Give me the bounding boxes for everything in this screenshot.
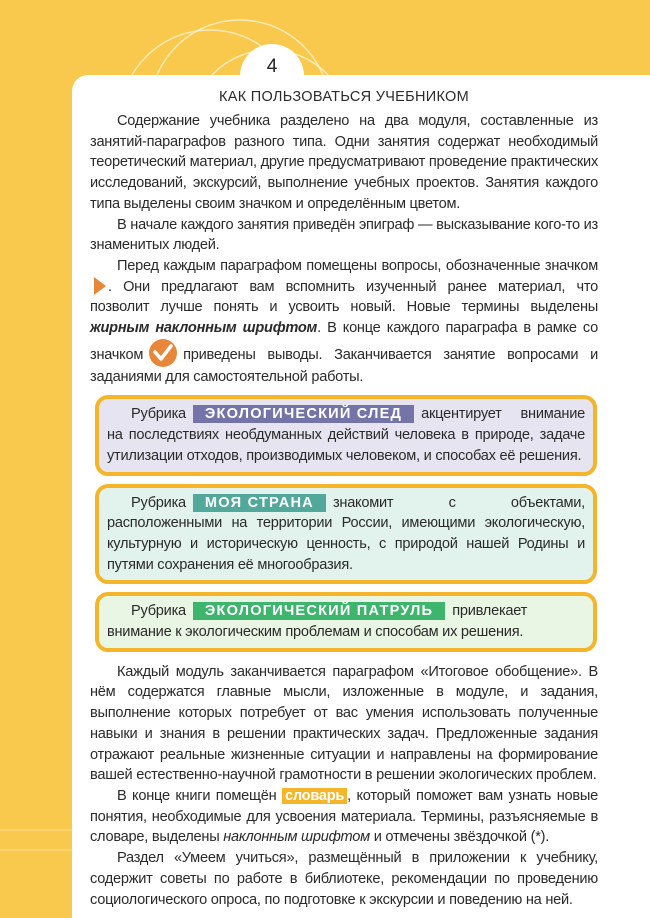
outro-section bbox=[90, 662, 598, 910]
text: . В конце каждого параграфа в рамке со значком bbox=[90, 320, 598, 363]
rubric-text: знакомит с объектами, расположенными на территории России, имеющими экологическую, культурную и историческую ценность, с природой нашей Родины и путями сохранения её многообразия. bbox=[107, 494, 585, 573]
checkmark-icon bbox=[149, 339, 177, 367]
rubric-text: привлекает внимание к экологическим проблемам и способам их решения. bbox=[107, 603, 528, 641]
intro-section bbox=[90, 111, 598, 387]
rubric-box-eco-patrol bbox=[95, 592, 597, 651]
rubric-label-eco-trace: ЭКОЛОГИЧЕСКИЙ СЛЕД bbox=[193, 405, 414, 423]
page-title: КАК ПОЛЬЗОВАТЬСЯ УЧЕБНИКОМ bbox=[218, 89, 470, 105]
italic-term: наклонным шрифтом bbox=[223, 829, 370, 846]
text: В конце книги помещён bbox=[117, 787, 282, 804]
outro-paragraph-3: Раздел «Умеем учиться», размещённый в приложении к учебнику, содержит советы по работе в библиотеке, рекомендации по проведению социологического опроса, по подготовке к экскурсии и поведению на ней. bbox=[90, 850, 598, 908]
outro-paragraph-1: Каждый модуль заканчивается параграфом «Итоговое обобщение». В нём содержатся главные мысли, изложенные в модуле, и задания, выполнение которых потребует от вас умения использовать полученные навыки и знания в решении практических задач. Предложенные задания отражают реальные жизненные ситуации и направлены на формирование вашей естественно-научной грамотности в решении экологических проблем. bbox=[90, 663, 598, 784]
outro-paragraph-2 bbox=[90, 786, 598, 848]
page-content-card bbox=[72, 75, 650, 918]
intro-paragraph-2: В начале каждого занятия приведён эпиграф — высказывание кого-то из знаменитых людей. bbox=[90, 216, 598, 254]
page-number: 4 bbox=[266, 56, 278, 77]
rubric-prefix: Рубрика bbox=[131, 603, 186, 620]
question-triangle-icon bbox=[94, 277, 106, 295]
text: и отмечены звёздочкой (*). bbox=[369, 829, 550, 846]
rubric-text: акцентирует внимание на последствиях необдуманных действий человека в природе, задаче утилизации отходов, производимых человеком, и способах её решения. bbox=[107, 406, 585, 464]
intro-paragraph-3 bbox=[90, 256, 598, 388]
rubric-prefix: Рубрика bbox=[131, 406, 186, 423]
text: приведены выводы. Заканчивается занятие вопросами и заданиями для самостоятельной работы. bbox=[90, 346, 598, 385]
dictionary-highlight: словарь bbox=[282, 788, 347, 804]
intro-paragraph-1: Содержание учебника разделено на два модуля, составленные из занятий-параграфов разного типа. Одни занятия содержат необходимый теоретический материал, другие предусматривают проведение практических исследований, экскурсий, выполнение учебных проектов. Занятия каждого типа выделены своим значком и определённым цветом. bbox=[90, 113, 598, 212]
rubric-prefix: Рубрика bbox=[131, 494, 186, 511]
rubric-box-my-country bbox=[95, 484, 597, 585]
rubric-box-eco-trace bbox=[95, 395, 597, 475]
text: . Они предлагают вам вспомнить изученный ранее материал, что позволит лучше понять и усвоить новый. Новые термины выделены bbox=[90, 278, 598, 316]
bold-italic-term: жирным наклонным шрифтом bbox=[90, 320, 318, 337]
rubric-label-my-country: МОЯ СТРАНА bbox=[193, 494, 326, 512]
text: , который поможет вам узнать новые понятия, необходимые для усвоения материала. Термины, разъясняемые в словаре, выделены bbox=[90, 787, 598, 846]
text: Перед каждым параграфом помещены вопросы, обозначенные значком bbox=[117, 257, 598, 274]
rubric-label-eco-patrol: ЭКОЛОГИЧЕСКИЙ ПАТРУЛЬ bbox=[193, 602, 445, 620]
